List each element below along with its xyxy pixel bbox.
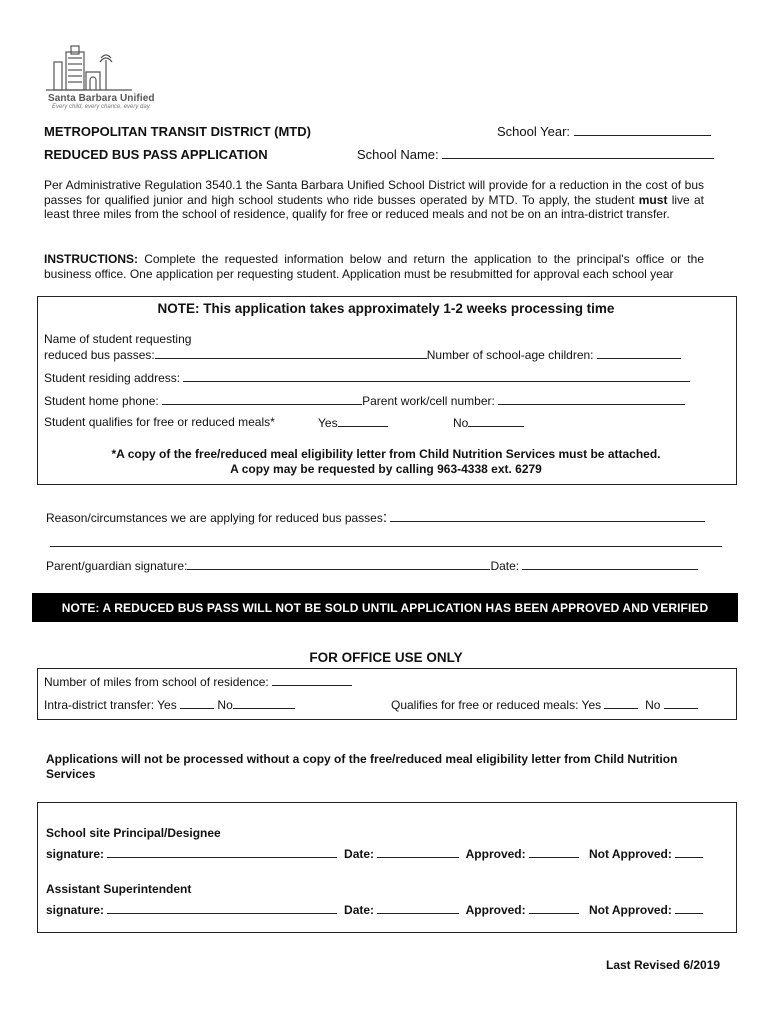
parent-date-label: Date: [490,559,520,573]
parent-signature-field[interactable]: Parent/guardian signature: Date: [46,558,698,573]
school-year-label: School Year: [497,124,571,139]
children-count-line[interactable] [597,347,681,359]
reason-field[interactable]: Reason/circumstances we are applying for reduced bus passes: [46,509,705,526]
school-name-field[interactable] [357,147,714,162]
logo-org-name: Santa Barbara Unified [48,93,155,104]
form-title-application: REDUCED BUS PASS APPLICATION [44,147,268,162]
intro-paragraph: Per Administrative Regulation 3540.1 the Santa Barbara Unified School District will provide for a reduction in the cost of bus passes for qualified junior and high school students who ride busses operated by MTD. To apply, the student must live at least three miles from the school of residence, qualify for free or reduced meals and not be on an intra-district transfer. [44,178,704,221]
reason-line-2[interactable] [50,546,722,547]
student-name-label-1: Name of student requesting [44,332,192,346]
student-name-line[interactable] [155,347,427,359]
principal-signature-row[interactable]: signature: Date: Approved: Not Approved: [46,846,703,861]
superintendent-title: Assistant Superintendent [46,882,192,896]
form-title-mtd: METROPOLITAN TRANSIT DISTRICT (MTD) [44,124,311,139]
parent-signature-line[interactable] [187,558,490,570]
transfer-no-line[interactable] [233,697,295,709]
principal-signature-line[interactable] [107,846,337,858]
principal-title: School site Principal/Designee [46,826,221,840]
qualifies-yes-line[interactable] [338,415,388,427]
miles-field[interactable]: Number of miles from school of residence: [44,674,352,689]
superintendent-signature-line[interactable] [107,902,337,914]
principal-not-approved-line[interactable] [675,846,703,858]
logo-tagline: Every child, every chance, every day. [52,104,151,110]
office-use-title: FOR OFFICE USE ONLY [309,650,463,665]
processing-note: NOTE: This application takes approximately 1-2 weeks processing time [157,301,615,316]
superintendent-date-line[interactable] [377,902,459,914]
qualifies-no-field[interactable]: No [453,415,524,430]
school-year-line[interactable] [574,124,711,136]
transfer-yes-line[interactable] [180,697,214,709]
superintendent-approved-line[interactable] [529,902,579,914]
school-name-label: School Name: [357,147,439,162]
school-year-field[interactable] [497,124,711,139]
parent-phone-label: Parent work/cell number: [362,394,495,408]
phone-field[interactable]: Student home phone: Parent work/cell number: [44,393,685,408]
approval-banner: NOTE: A REDUCED BUS PASS WILL NOT BE SOLD UNTIL APPLICATION HAS BEEN APPROVED AND VERIFIED [32,593,738,622]
copy-note-2: A copy may be requested by calling 963-4338 ext. 6279 [230,462,542,476]
children-label: Number of school-age children: [426,348,594,362]
principal-approved-line[interactable] [529,846,579,858]
qualifies-yes-field[interactable]: Yes [318,415,388,430]
qualifies-label: Student qualifies for free or reduced meals* [44,415,275,429]
student-name-field[interactable]: reduced bus passes: Number of school-age children: [44,347,681,362]
miles-line[interactable] [272,674,352,686]
office-qualifies-field[interactable]: Qualifies for free or reduced meals: Yes No [391,697,698,712]
building-logo-icon [44,44,134,94]
principal-date-line[interactable] [377,846,459,858]
instructions-paragraph: INSTRUCTIONS: Complete the requested information below and return the application to the principal's office or the business office. One application per requesting student. Application must be resubmitted for approval each school year [44,252,704,281]
last-revised: Last Revised 6/2019 [606,958,721,972]
qualifies-no-line[interactable] [468,415,524,427]
office-qualifies-yes-line[interactable] [604,697,638,709]
copy-note-1: *A copy of the free/reduced meal eligibility letter from Child Nutrition Services must be attached. [111,447,661,461]
parent-phone-line[interactable] [498,393,685,405]
school-name-line[interactable] [442,147,714,159]
parent-date-line[interactable] [522,558,698,570]
address-line[interactable] [183,370,690,382]
superintendent-not-approved-line[interactable] [675,902,703,914]
processing-warning: Applications will not be processed without a copy of the free/reduced meal eligibility letter from Child Nutrition Services [46,752,678,781]
superintendent-signature-row[interactable]: signature: Date: Approved: Not Approved: [46,902,703,917]
transfer-field[interactable]: Intra-district transfer: Yes No [44,697,295,712]
address-field[interactable]: Student residing address: [44,370,690,385]
office-qualifies-no-line[interactable] [664,697,698,709]
reason-line[interactable] [390,510,705,522]
home-phone-line[interactable] [162,393,362,405]
